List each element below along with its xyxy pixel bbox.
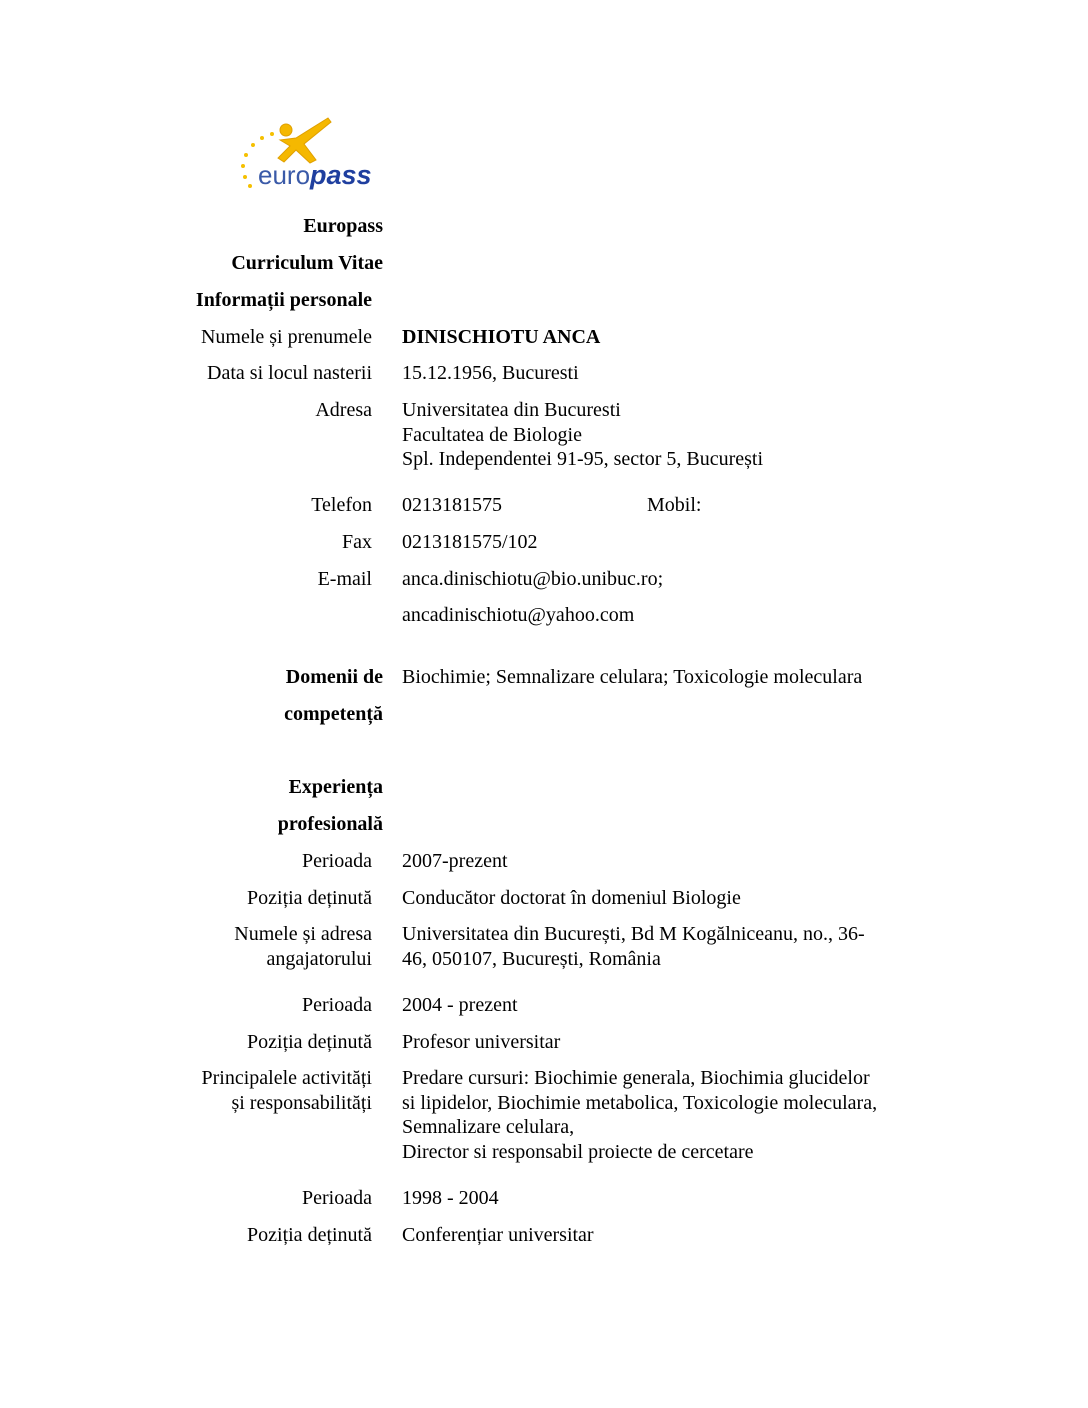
employer-label: Numele și adresa (234, 923, 372, 945)
activities-label: și responsabilități (231, 1091, 372, 1114)
svg-text:euro: euro (258, 160, 311, 190)
email-link[interactable]: ancadinischiotu@yahoo.com (402, 604, 635, 626)
position-value: Profesor universitar (402, 1031, 561, 1053)
employer-value: Universitatea din București, Bd M Kogălniceanu, no., 36- (402, 923, 865, 945)
phone-value: 0213181575 (402, 494, 502, 516)
activities-line: Predare cursuri: Biochimie generala, Biochimia glucidelor (402, 1067, 870, 1089)
section-domains: Domenii de (285, 666, 383, 688)
phone-label: Telefon (311, 494, 372, 516)
birth-value: 15.12.1956, Bucuresti (402, 362, 579, 384)
period-label: Perioada (302, 994, 372, 1016)
position-label: Poziția deținută (247, 1031, 372, 1053)
position-value: Conferențiar universitar (402, 1224, 594, 1246)
europass-logo (236, 110, 381, 200)
birth-label: Data si locul nasterii (207, 362, 372, 384)
activities-line: Director si responsabil proiecte de cercetare (402, 1140, 754, 1163)
email-link[interactable]: anca.dinischiotu@bio.unibuc.ro; (402, 568, 664, 590)
period-label: Perioada (302, 1187, 372, 1209)
position-label: Poziția deținută (247, 887, 372, 909)
address-line: Universitatea din Bucuresti (402, 399, 621, 421)
activities-label: Principalele activități (201, 1067, 372, 1089)
domains-value: Biochimie; Semnalizare celulara; Toxicologie moleculara (402, 666, 863, 688)
fax-value: 0213181575/102 (402, 531, 538, 553)
period-value: 1998 - 2004 (402, 1187, 499, 1209)
activities-line: si lipidelor, Biochimie metabolica, Toxicologie moleculara, (402, 1091, 878, 1114)
section-personal: Informații personale (195, 289, 372, 311)
address-label: Adresa (315, 399, 372, 421)
svg-text:pass: pass (310, 160, 372, 190)
employer-value: 46, 050107, București, România (402, 947, 661, 970)
address-line: Spl. Independentei 91-95, sector 5, București (402, 448, 764, 470)
email-label: E-mail (317, 568, 372, 590)
position-label: Poziția deținută (247, 1224, 372, 1246)
address-line: Facultatea de Biologie (402, 423, 582, 446)
section-experience: Experiența (288, 776, 383, 798)
mobile-label: Mobil: (647, 494, 702, 516)
activities-line: Semnalizare celulara, (402, 1116, 575, 1138)
position-value: Conducător doctorat în domeniul Biologie (402, 887, 741, 909)
title-europass: Europass (303, 215, 383, 237)
period-label: Perioada (302, 850, 372, 872)
section-experience: profesională (277, 813, 383, 835)
period-value: 2004 - prezent (402, 994, 518, 1016)
section-domains: competență (284, 703, 383, 725)
period-value: 2007-prezent (402, 850, 508, 872)
title-cv: Curriculum Vitae (231, 252, 383, 274)
figure-icon (278, 118, 331, 163)
employer-label: angajatorului (266, 947, 372, 970)
name-value: DINISCHIOTU ANCA (402, 326, 601, 348)
fax-label: Fax (342, 531, 372, 553)
name-label: Numele și prenumele (200, 326, 372, 348)
